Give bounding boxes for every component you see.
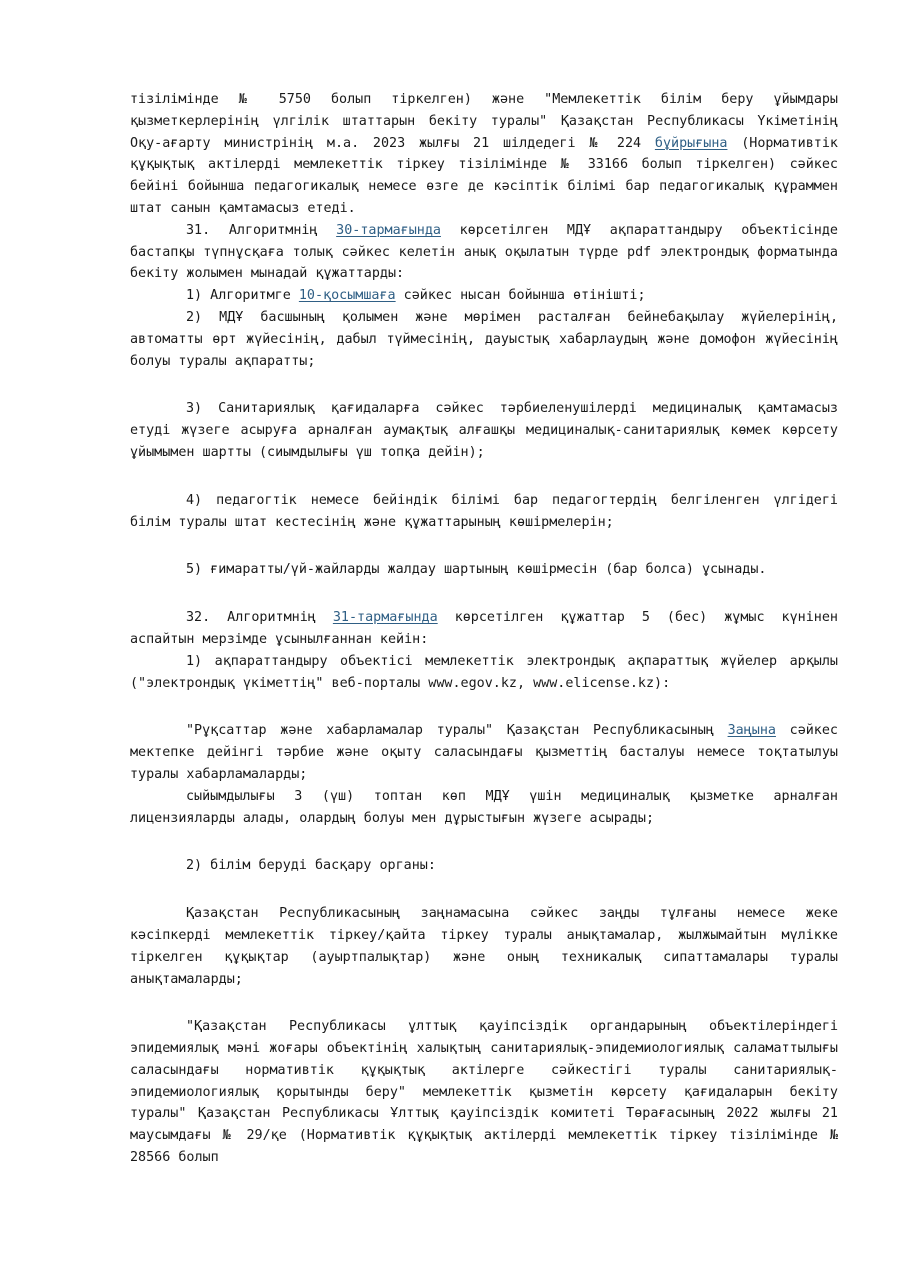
paragraph-text: тізілімінде № 5750 болып тіркелген) және "Мемлекеттік білім беру ұйымдары қызметкерлерінің үлгілік штаттарын бекіту туралы" Қазақстан Республикасы Үкіметінің Оқу-ағарту министрінің м.а. 2023 жылғы 21 шілдедегі № 224 [130, 92, 838, 151]
paragraph-text: 31. Алгоритмнің [186, 222, 337, 238]
paragraph-text: сәйкес нысан бойынша өтінішті; [395, 288, 646, 304]
paragraph-text: "Рұқсаттар және хабарламалар туралы" Қазақстан Республикасының [186, 723, 728, 739]
paragraph-31-item-5: 5) ғимаратты/үй-жайларды жалдау шартының көшірмесін (бар болса) ұсынады. [186, 562, 767, 578]
order-link[interactable]: бұйрығына [654, 135, 728, 151]
appendix-10-link[interactable]: 10-қосымшаға [298, 288, 396, 304]
paragraph-text: сәйкес мектепке дейінгі тәрбие және оқыту саласындағы қызметтің басталуы немесе тоқтатылуы туралы хабарламаларды; [130, 723, 838, 782]
document-page [130, 89, 838, 1169]
paragraph-32-item-2: 2) білім беруді басқару органы: [186, 858, 436, 874]
paragraph-31 [130, 220, 838, 285]
item-31-link[interactable]: 31-тармағында [332, 610, 438, 626]
paragraph-32-item-1-b: сыйымдылығы 3 (үш) топтан көп МДҰ үшін медициналық қызметке арналған лицензияларды алады, олардың болуы мен дұрыстығын жүзеге асырады; [130, 788, 838, 826]
paragraph-32-item-2-b: "Қазақстан Республикасы ұлттық қауіпсіздік органдарының объектілеріндегі эпидемиялық мәні жоғары объектінің халықтың санитариялық-эпидемиологиялық саламаттылығы саласындағы нормативтік құқықтық актілерге сәйкестігі туралы санитариялық-эпидемиологиялық қорытынды беру" мемлекеттік қызметін көрсету қағидаларын бекіту туралы" Қазақстан Республикасы Ұлттық қауіпсіздік комитеті Төрағасының 2022 жылғы 21 маусымдағы № 29/қе (Нормативтік құқықтық актілерді мемлекеттік тіркеу тізілімінде № 28566 болып [130, 1019, 838, 1166]
paragraph-32-item-2-a: Қазақстан Республикасының заңнамасына сәйкес заңды тұлғаны немесе жеке кәсіпкерді мемлекеттік тіркеу/қайта тіркеу туралы анықтамалар, жылжымайтын мүлікке тіркелген құқықтар (ауыртпалықтар) және оның техникалық сипаттамалары туралы анықтамаларды; [130, 906, 838, 987]
paragraph-32-item-1: 1) ақпараттандыру объектісі мемлекеттік электрондық ақпараттық жүйелер арқылы ("электрондық үкіметтің" веб-порталы www.egov.kz, www.elicense.kz): [130, 653, 838, 691]
law-link[interactable]: Заңына [727, 723, 776, 739]
paragraph-32 [130, 607, 838, 651]
paragraph-text: 32. Алгоритмнің [186, 610, 333, 626]
paragraph-32-item-1-a [130, 720, 838, 785]
paragraph-31-item-1 [130, 285, 838, 307]
item-30-link[interactable]: 30-тармағында [336, 222, 441, 238]
paragraph-text: 1) Алгоритмге [186, 288, 299, 304]
paragraph-text: (Нормативтік құқықтық актілерді мемлекеттік тіркеу тізілімінде № 33166 болып тіркелген) сәйкес бейіні бойынша педагогикалық немесе өзге де кәсіптік білімі бар педагогикалық құраммен штат санын қамтамасыз етеді. [130, 135, 838, 216]
paragraph-text: көрсетілген құжаттар 5 (бес) жұмыс күнінен аспайтын мерзімде ұсынылғаннан кейін: [130, 610, 838, 647]
paragraph-31-item-2: 2) МДҰ басшының қолымен және мөрімен расталған бейнебақылау жүйелерінің, автоматты өрт жүйесінің, дабыл түймесінің, дауыстық хабарлаудың және домофон жүйесінің болуы туралы ақпаратты; [130, 309, 838, 369]
paragraph-31-item-4: 4) педагогтік немесе бейіндік білімі бар педагогтердің белгіленген үлгідегі білім туралы штат кестесінің және құжаттарының көшірмелерін; [130, 492, 838, 530]
paragraph-30-continuation [130, 89, 838, 220]
paragraph-31-item-3: 3) Санитариялық қағидаларға сәйкес тәрбиеленушілерді медициналық қамтамасыз етуді жүзеге асыруға арналған аумақтық алғашқы медициналық-санитариялық көмек көрсету ұйымымен шартты (сиымдылығы үш топқа дейін); [130, 401, 838, 460]
paragraph-text: көрсетілген МДҰ ақпараттандыру объектісінде бастапқы түпнұсқаға толық сәйкес келетін анық оқылатын түрде pdf электрондық форматында бекіту жолымен мынадай құжаттарды: [130, 222, 838, 282]
